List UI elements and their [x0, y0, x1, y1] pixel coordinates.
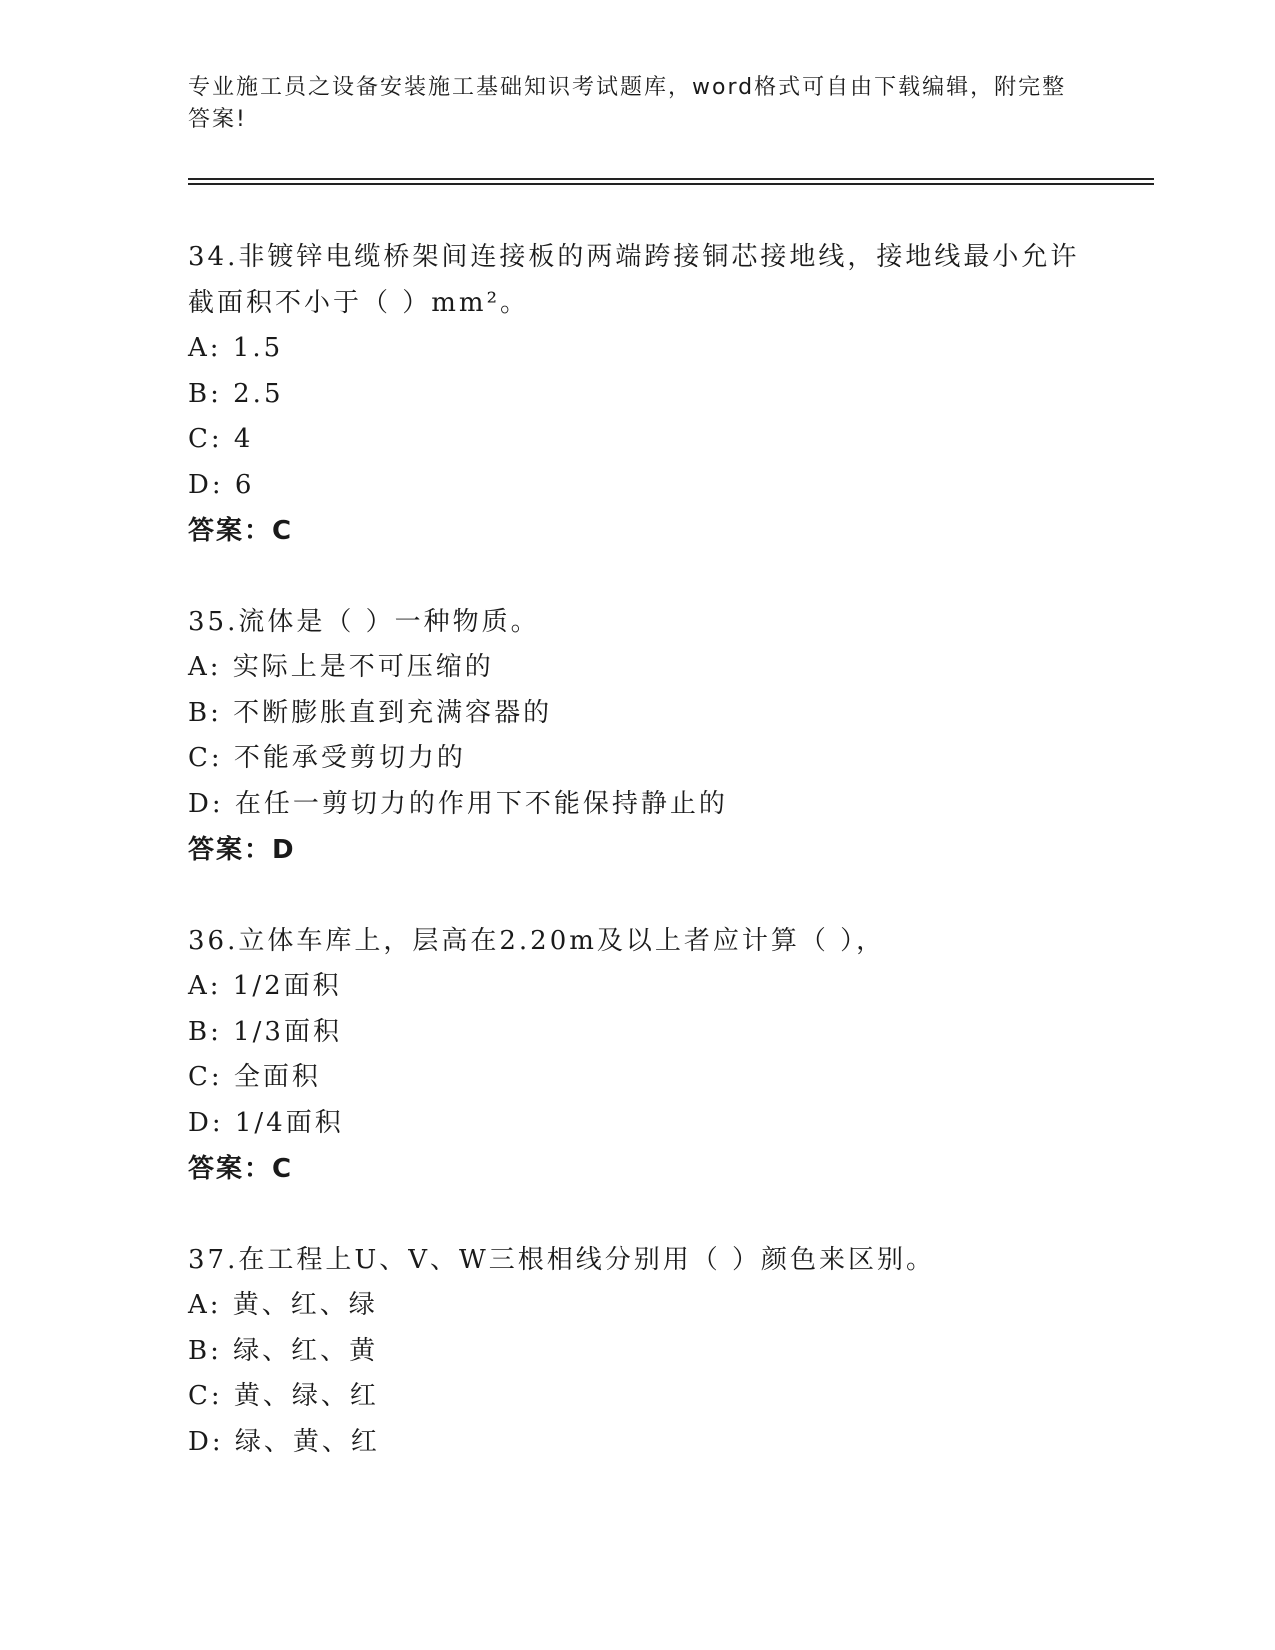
question-text: 36.立体车库上，层高在2.20m及以上者应计算（ ），: [188, 926, 886, 956]
answer: 答案：D: [188, 835, 296, 865]
question-37: [188, 1237, 1088, 1465]
option-a: A: 黄、红、绿: [188, 1290, 378, 1320]
option-b: B: 不断膨胀直到充满容器的: [188, 697, 553, 728]
question-36: [188, 918, 1088, 1192]
option-b: B: 绿、红、黄: [188, 1335, 379, 1366]
question-text: 34.非镀锌电缆桥架间连接板的两端跨接铜芯接地线，接地线最小允许截面积不小于（ ）mm²。: [188, 242, 1080, 318]
question-34: [188, 234, 1088, 554]
option-d: D: 在任一剪切力的作用下不能保持静止的: [188, 788, 728, 819]
option-a: A: 1.5: [188, 333, 284, 363]
option-b: B: 1/3面积: [188, 1016, 342, 1047]
option-d: D: 1/4面积: [188, 1107, 344, 1138]
question-35: [188, 599, 1088, 873]
option-a: A: 1/2面积: [188, 971, 342, 1001]
header-divider-bottom: [188, 183, 1154, 185]
question-text: 37.在工程上U、V、W三根相线分别用（ ）颜色来区别。: [188, 1245, 936, 1275]
option-b: B: 2.5: [188, 378, 284, 409]
option-d: D: 绿、黄、红: [188, 1426, 380, 1457]
option-c: C: 4: [188, 424, 254, 454]
answer: 答案：C: [188, 516, 294, 546]
option-c: C: 全面积: [188, 1062, 321, 1092]
option-a: A: 实际上是不可压缩的: [188, 652, 494, 682]
question-text: 35.流体是（ ）一种物质。: [188, 607, 540, 637]
header-divider-top: [188, 178, 1154, 180]
question-list: [188, 234, 1088, 1510]
answer: 答案：C: [188, 1154, 294, 1184]
option-c: C: 不能承受剪切力的: [188, 743, 466, 773]
option-d: D: 6: [188, 469, 255, 500]
option-c: C: 黄、绿、红: [188, 1381, 379, 1411]
document-header: 专业施工员之设备安装施工基础知识考试题库，word格式可自由下载编辑，附完整答案!: [188, 75, 1067, 132]
